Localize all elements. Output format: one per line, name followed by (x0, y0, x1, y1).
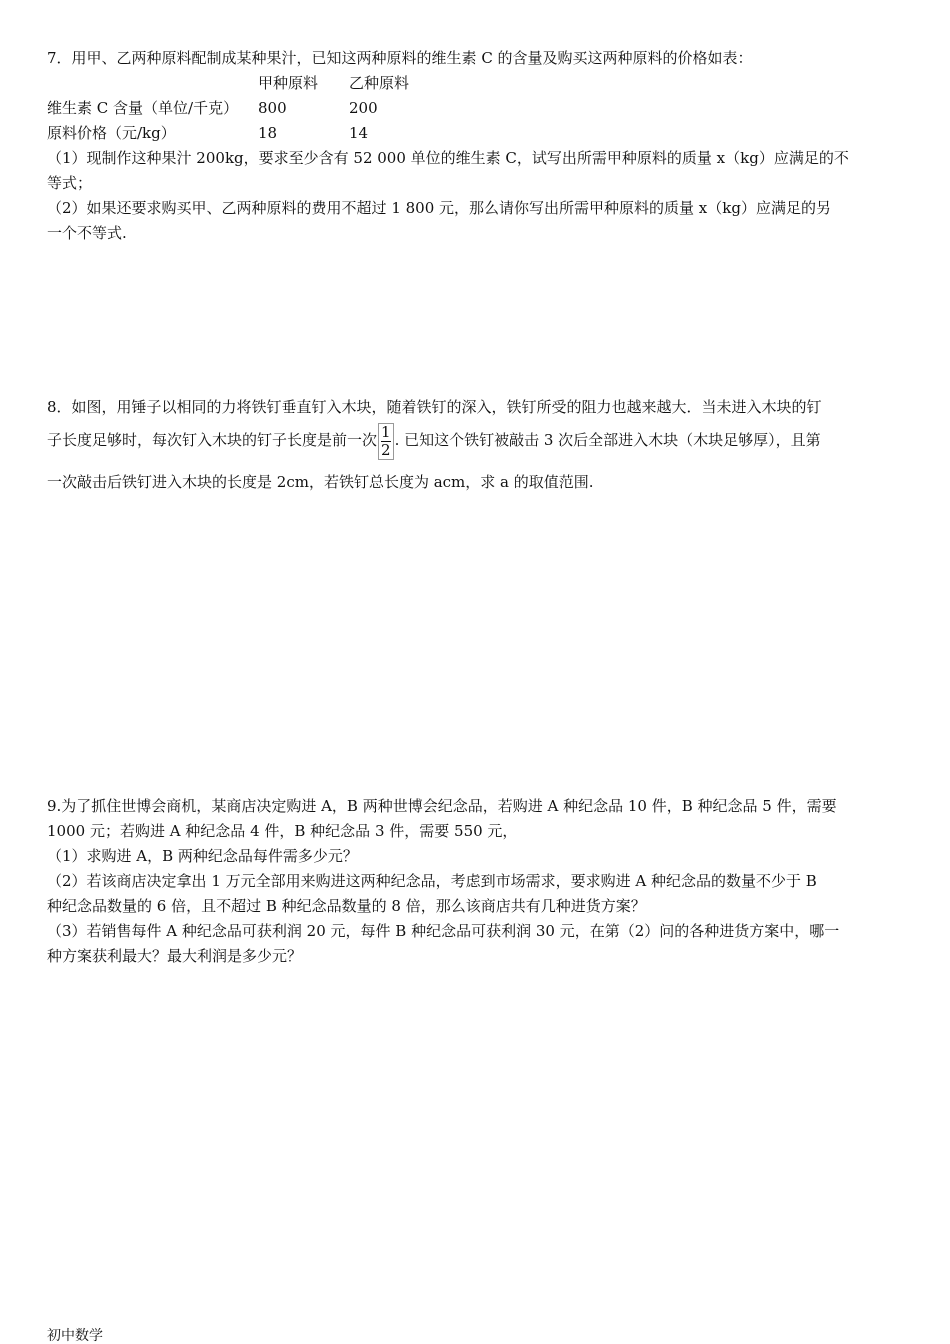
q9-part2-line1: （2）若该商店决定拿出 1 万元全部用来购进这两种纪念品，考虑到市场需求，要求购进 A 种纪念品的数量不少于 B (47, 872, 817, 890)
q9-line1: 9.为了抓住世博会商机，某商店决定购进 A，B 两种世博会纪念品，若购进 A 种纪念品 10 件，B 种纪念品 5 件，需要 (47, 797, 837, 815)
q7-table-row-label: 原料价格（元/kg） (47, 124, 176, 142)
q7-intro: 7．用甲、乙两种原料配制成某种果汁，已知这两种原料的维生素 C 的含量及购买这两种原料的价格如表： (47, 49, 753, 67)
q8-line2-text: 子长度足够时，每次钉入木块的钉子长度是前一次 (47, 431, 378, 449)
q9-part3-line2: 种方案获利最大？最大利润是多少元？ (47, 947, 303, 965)
q9-part1: （1）求购进 A，B 两种纪念品每件需多少元？ (47, 847, 358, 865)
fraction-denominator: 2 (381, 440, 391, 459)
q8-line2-text-after: . 已知这个铁钉被敲击 3 次后全部进入木块（木块足够厚），且第 (394, 431, 821, 449)
q7-part2-line1: （2）如果还要求购买甲、乙两种原料的费用不超过 1 800 元，那么请你写出所需甲种原料的质量 x（kg）应满足的另 (47, 199, 831, 217)
q9-part2-line2: 种纪念品数量的 6 倍，且不超过 B 种纪念品数量的 8 倍，那么该商店共有几种进货方案？ (47, 897, 646, 915)
page-footer: 初中数学 (47, 1328, 103, 1344)
q8-line2 (47, 420, 821, 460)
q7-table-cell: 800 (258, 99, 287, 117)
q7-table-cell: 200 (349, 99, 378, 117)
q9-line2: 1000 元；若购进 A 种纪念品 4 件，B 种纪念品 3 件，需要 550 元， (47, 822, 518, 840)
q8-line3: 一次敲击后铁钉进入木块的长度是 2cm，若铁钉总长度为 acm，求 a 的取值范围. (47, 473, 594, 491)
q8-line1: 8．如图，用锤子以相同的力将铁钉垂直钉入木块，随着铁钉的深入，铁钉所受的阻力也越来越大．当未进入木块的钉 (47, 398, 822, 416)
q7-part1-line2: 等式； (47, 174, 93, 192)
fraction-numerator: 1 (381, 422, 391, 441)
fraction-one-half (378, 423, 394, 460)
q7-table-row-label: 维生素 C 含量（单位/千克） (47, 99, 239, 117)
q7-table-header-a: 甲种原料 (258, 74, 319, 92)
q7-table-cell: 18 (258, 124, 278, 142)
q7-table-header-b: 乙种原料 (349, 74, 410, 92)
q7-part1-line1: （1）现制作这种果汁 200kg，要求至少含有 52 000 单位的维生素 C，试写出所需甲种原料的质量 x（kg）应满足的不 (47, 149, 849, 167)
q7-part2-line2: 一个不等式. (47, 224, 127, 242)
q7-table-cell: 14 (349, 124, 369, 142)
q9-part3-line1: （3）若销售每件 A 种纪念品可获利润 20 元，每件 B 种纪念品可获利润 30 元，在第（2）问的各种进货方案中，哪一 (47, 922, 840, 940)
